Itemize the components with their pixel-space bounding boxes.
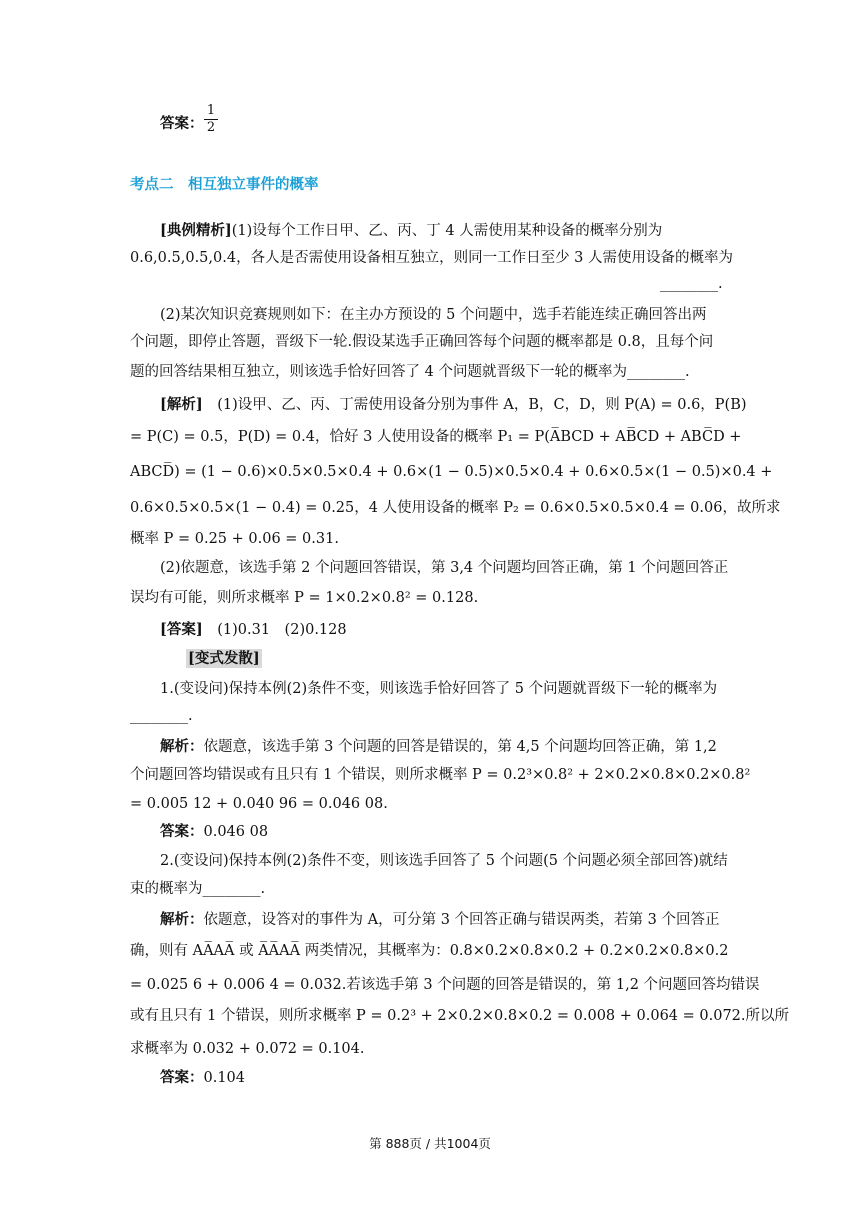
v2-analysis-label: 解析： [160, 911, 204, 928]
v1-analysis-label: 解析： [160, 738, 204, 755]
variant-label: [变式发散] [188, 650, 260, 667]
v2-answer-value: 0.104 [203, 1070, 246, 1086]
example-text-1: (1)设每个工作日甲、乙、丙、丁 4 人需使用某种设备的概率分别为 [231, 223, 663, 239]
example-line-6: 题的回答结果相互独立，则该选手恰好回答了 4 个问题就晋级下一轮的概率为________. [130, 364, 690, 380]
answer2-label: [答案] [160, 621, 203, 638]
example-blank-1: ________. [660, 276, 723, 292]
example-line-1 [160, 221, 730, 241]
section-title: 考点二 相互独立事件的概率 [130, 177, 319, 193]
v1-question-2: ________. [130, 708, 193, 724]
v2-analysis-5: 求概率为 0.032 + 0.072 = 0.104. [130, 1041, 365, 1057]
answer2-line [160, 620, 730, 640]
v1-analysis-2: 个问题回答均错误或有且只有 1 个错误，则所求概率 P = 0.2³×0.8² + 2×0.2×0.8×0.2×0.8² [130, 767, 751, 783]
v1-answer-value: 0.046 08 [203, 824, 269, 840]
v2-analysis-1 [160, 910, 730, 930]
v1-answer-label: 答案： [160, 823, 204, 840]
page-footer: 第 888页 / 共1004页 [369, 1136, 491, 1151]
example-label: [典例精析] [160, 222, 232, 239]
analysis-line-5: 概率 P = 0.25 + 0.06 = 0.31. [130, 531, 339, 547]
v1-question-1: 1.(变设问)保持本例(2)条件不变，则该选手恰好回答了 5 个问题就晋级下一轮的概率为 [160, 681, 718, 697]
variant-heading [186, 649, 786, 669]
v2-analysis-3: = 0.025 6 + 0.006 4 = 0.032.若该选手第 3 个问题的回答是错误的，第 1,2 个问题回答均错误 [130, 977, 760, 993]
answer-fraction [204, 104, 218, 135]
analysis-line-3: ABCD̅) = (1 − 0.6)×0.5×0.5×0.4 + 0.6×(1 − 0.5)×0.5×0.4 + 0.6×0.5×(1 − 0.5)×0.4 + [130, 464, 773, 480]
analysis-text-1: (1)设甲、乙、丙、丁需使用设备分别为事件 A，B，C，D，则 P(A) = 0.6，P(B) [202, 397, 747, 413]
v2-answer-label: 答案： [160, 1069, 204, 1086]
example-line-5: 个问题，即停止答题，晋级下一轮.假设某选手正确回答每个问题的概率都是 0.8，且每个问 [130, 334, 714, 350]
analysis-line-6: (2)依题意，该选手第 2 个问题回答错误，第 3,4 个问题均回答正确，第 1 个问题回答正 [160, 560, 729, 576]
fraction-numerator: 1 [206, 103, 216, 118]
example-line-4: (2)某次知识竞赛规则如下：在主办方预设的 5 个问题中，选手若能连续正确回答出两 [160, 307, 707, 323]
analysis-line-7: 误均有可能，则所求概率 P = 1×0.2×0.8² = 0.128. [130, 590, 479, 606]
v1-analysis-1 [160, 737, 730, 757]
v2-analysis-4: 或有且只有 1 个错误，则所求概率 P = 0.2³ + 2×0.2×0.8×0.2 = 0.008 + 0.064 = 0.072.所以所 [130, 1008, 790, 1024]
analysis-line-4: 0.6×0.5×0.5×(1 − 0.4) = 0.25，4 人使用设备的概率 P₂ = 0.6×0.5×0.5×0.4 = 0.06，故所求 [130, 500, 781, 516]
v2-analysis-text-1: 依题意，设答对的事件为 A，可分第 3 个回答正确与错误两类，若第 3 个回答正 [203, 912, 720, 928]
answer2-text: (1)0.31 (2)0.128 [202, 622, 347, 638]
v1-analysis-text-1: 依题意，该选手第 3 个问题的回答是错误的，第 4,5 个问题均回答正确，第 1,2 [203, 739, 717, 755]
analysis-line-1 [160, 395, 747, 415]
v2-analysis-2: 确，则有 AA̅AA̅ 或 A̅A̅AA̅ 两类情况，其概率为：0.8×0.2×0.8×0.2 + 0.2×0.2×0.8×0.2 [130, 943, 729, 959]
v2-question-2: 束的概率为________. [130, 881, 266, 897]
v2-question-1: 2.(变设问)保持本例(2)条件不变，则该选手回答了 5 个问题(5 个问题必须全部回答)就结 [160, 853, 728, 869]
v1-analysis-3: = 0.005 12 + 0.040 96 = 0.046 08. [130, 796, 388, 812]
example-line-2: 0.6,0.5,0.5,0.4，各人是否需使用设备相互独立，则同一工作日至少 3 人需使用设备的概率为 [130, 250, 734, 266]
analysis-line-2: = P(C) = 0.5，P(D) = 0.4，恰好 3 人使用设备的概率 P₁ = P(A̅BCD + AB̅CD + ABC̅D + [130, 429, 742, 445]
analysis-label: [解析] [160, 396, 203, 413]
v1-answer [160, 822, 730, 842]
fraction-denominator: 2 [206, 120, 216, 135]
answer-line [160, 114, 760, 134]
v2-answer [160, 1068, 730, 1088]
answer-label: 答案： [160, 115, 204, 132]
